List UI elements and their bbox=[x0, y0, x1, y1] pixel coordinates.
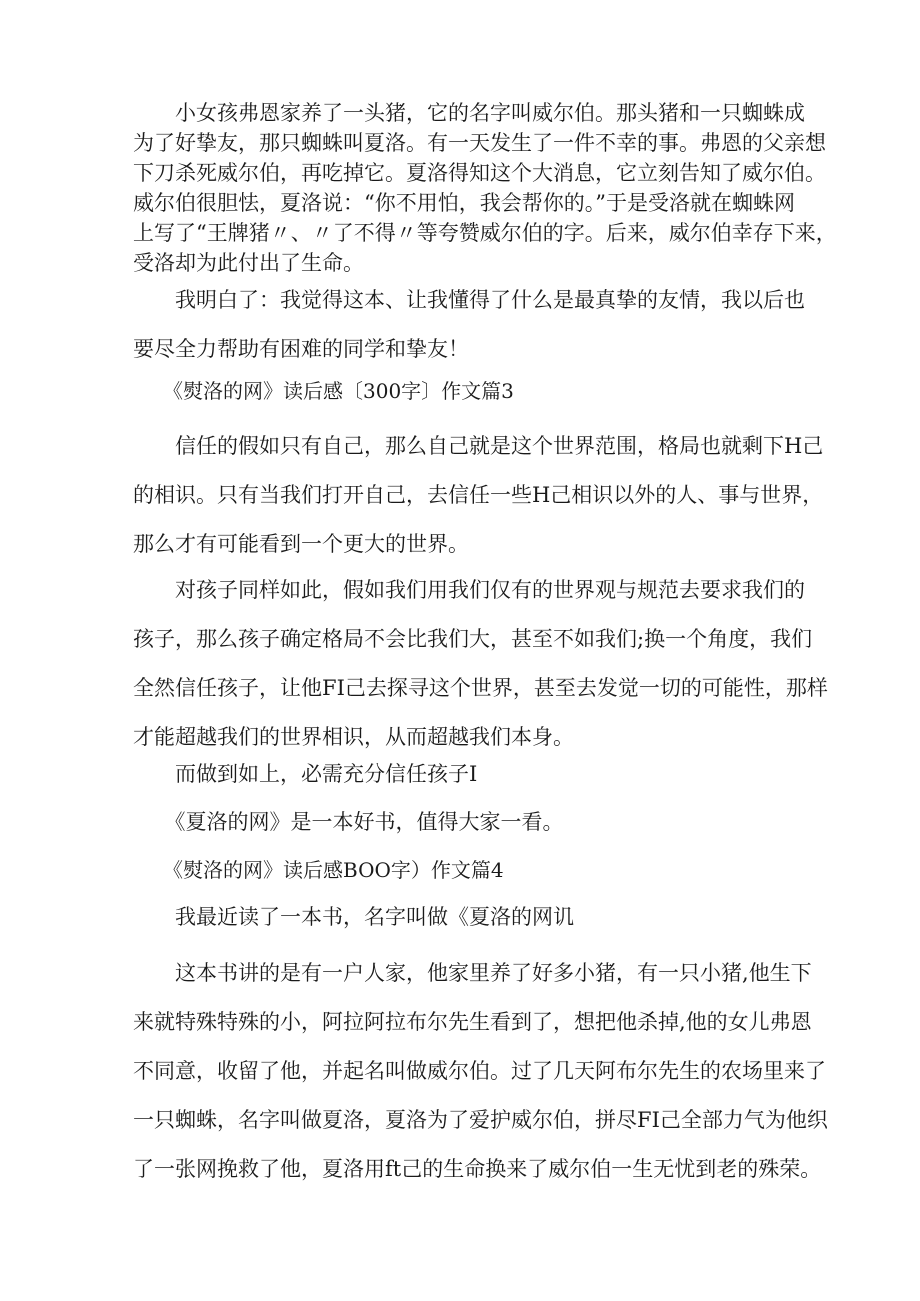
paragraph-children bbox=[133, 566, 828, 762]
paragraph-trust bbox=[133, 422, 824, 569]
text-line: 要尽全力帮助有困难的同学和挚友！ bbox=[133, 337, 469, 361]
text-line: 对孩子同样如此，假如我们用我们仅有的世界观与规范去要求我们的 bbox=[133, 578, 805, 602]
text-line: 威尔伯很胆怯，夏洛说：“你不用怕，我会帮你的。”于是受洛就在蜘蛛网 bbox=[133, 191, 795, 215]
text-line: 孩子，那么孩子确定格局不会比我们大，甚至不如我们;换一个角度，我们 bbox=[133, 627, 813, 651]
text-line: 信任的假如只有自己，那么自己就是这个世界范围，格局也就剩下H己 bbox=[133, 434, 824, 458]
text-line: 上写了“王牌猪〃、〃了不得〃等夸赞威尔伯的字。后来，威尔伯幸存下来， bbox=[133, 221, 837, 245]
text-line: 不同意，收留了他，并起名叫做威尔伯。过了几天阿布尔先生的农场里来了 bbox=[133, 1059, 826, 1083]
text-line: 小女孩弗恩家养了一头猪，它的名字叫威尔伯。那头猪和一只蜘蛛成 bbox=[133, 101, 805, 125]
text-line: 我明白了：我觉得这本、让我懂得了什么是最真挚的友情，我以后也 bbox=[133, 288, 805, 312]
text-line: 来就特殊特殊的小，阿拉阿拉布尔先生看到了，想把他杀掉,他的女儿弗恩 bbox=[133, 1010, 812, 1034]
text-line: 了一张网挽救了他，夏洛用ft己的生命换来了威尔伯一生无忧到老的殊荣。 bbox=[133, 1157, 822, 1181]
essay-heading-4: 《熨洛的网》读后感BOO字）作文篇4 bbox=[133, 858, 504, 882]
essay-heading-3: 《熨洛的网》读后感〔300字〕作文篇3 bbox=[133, 379, 514, 403]
text-line: 一只蜘蛛，名字叫做夏洛，夏洛为了爱护威尔伯，拼尽FI己全部力气为他织 bbox=[133, 1108, 828, 1132]
text-line: 那么才有可能看到一个更大的世界。 bbox=[133, 532, 469, 556]
paragraph-story-summary bbox=[133, 98, 837, 278]
paragraph-reflection bbox=[133, 276, 805, 374]
paragraph-conclusion: 而做到如上，必需充分信任孩子I bbox=[133, 762, 478, 786]
paragraph-recommendation: 《夏洛的网》是一本好书，值得大家一看。 bbox=[133, 810, 564, 834]
paragraph-intro: 我最近读了一本书，名字叫做《夏洛的网讥 bbox=[133, 905, 574, 929]
text-line: 为了好挚友，那只蜘蛛叫夏洛。有一天发生了一件不幸的事。弗恩的父亲想 bbox=[133, 131, 826, 155]
text-line: 受洛却为此付出了生命。 bbox=[133, 251, 364, 275]
text-line: 全然信任孩子，让他FI己去探寻这个世界，甚至去发觉一切的可能性，那样 bbox=[133, 676, 828, 700]
paragraph-book-summary bbox=[133, 949, 828, 1194]
text-line: 下刀杀死威尔伯，再吃掉它。夏洛得知这个大消息，它立刻告知了威尔伯。 bbox=[133, 161, 826, 185]
text-line: 这本书讲的是有一户人家，他家里养了好多小猪，有一只小猪,他生下 bbox=[133, 961, 812, 985]
text-line: 才能超越我们的世界相识，从而超越我们本身。 bbox=[133, 725, 574, 749]
text-line: 的相识。只有当我们打开自己，去信任一些H己相识以外的人、事与世界， bbox=[133, 483, 824, 507]
